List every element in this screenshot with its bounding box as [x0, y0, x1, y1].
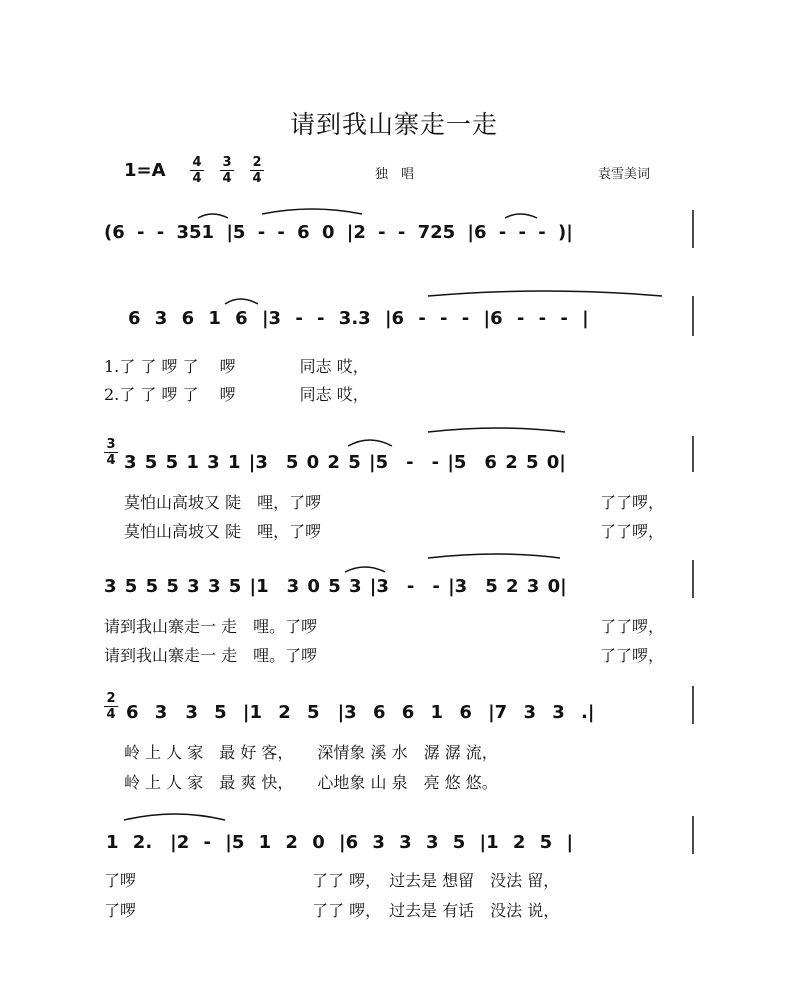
- score-row-3-notes: 3 5 5 1 3 1 |3 5 0 2 5 |5 - - |5 6 2 5 0|: [124, 452, 566, 473]
- score-row-2-notes: 6 3 6 1 6 |3 - - 3.3 |6 - - - |6 - - - |: [128, 308, 589, 329]
- lyric-row-3-verse-2-end: 了了啰，: [600, 522, 665, 541]
- lyric-row-3-verse-1-end: 了了啰，: [600, 493, 665, 512]
- score-row-1-notes: (6 - - 351 |5 - - 6 0 |2 - - 725 |6 - - - )|: [104, 222, 573, 243]
- lyric-row-6-verse-2: 了啰 了了 啰， 过去是 有话 没法 说，: [104, 901, 560, 920]
- inline-time-signature-2-4: 2 4: [104, 692, 118, 721]
- lyric-row-5-verse-2: 岭 上 人 家 最 爽 快， 心地象 山 泉 亮 悠 悠。: [124, 773, 498, 792]
- score-row-6-notes: 1 2. |2 - |5 1 2 0 |6 3 3 3 5 |1 2 5 |: [106, 832, 574, 853]
- lyric-row-4-verse-1-end: 了了啰，: [600, 617, 665, 636]
- lyric-row-4-verse-2: 请到我山寨走一 走 哩。了啰: [104, 646, 318, 665]
- time-signature-2-4: 2 4: [250, 156, 264, 185]
- lyric-row-2-verse-2: 2.了 了 啰 了 啰 同志 哎，: [104, 385, 369, 404]
- lyric-row-5-verse-1: 岭 上 人 家 最 好 客， 深情象 溪 水 潺 潺 流，: [124, 743, 498, 762]
- lyric-row-3-verse-1: 莫怕山高坡又 陡 哩，了啰: [124, 493, 322, 512]
- lyric-row-3-verse-2: 莫怕山高坡又 陡 哩，了啰: [124, 522, 322, 541]
- page-title: 请到我山寨走一走: [290, 110, 499, 139]
- time-signature-4-4: 4 4: [190, 156, 204, 185]
- performance-type: 独 唱: [375, 167, 415, 182]
- score-row-4-notes: 3 5 5 5 3 3 5 |1 3 0 5 3 |3 - - |3 5 2 3 0|: [104, 576, 567, 597]
- lyric-row-4-verse-1: 请到我山寨走一 走 哩。了啰: [104, 617, 318, 636]
- time-signature-3-4: 3 4: [220, 156, 234, 185]
- lyric-row-6-verse-1: 了啰 了了 啰， 过去是 想留 没法 留，: [104, 871, 560, 890]
- lyric-row-4-verse-2-end: 了了啰，: [600, 646, 665, 665]
- inline-time-signature-3-4: 3 4: [104, 438, 118, 467]
- lyric-row-2-verse-1: 1.了 了 啰 了 啰 同志 哎，: [104, 357, 369, 376]
- lyricist-credit: 袁雪美词: [598, 167, 651, 182]
- score-row-5-notes: 6 3 3 5 |1 2 5 |3 6 6 1 6 |7 3 3 .|: [126, 702, 595, 723]
- key-signature: 1=A: [124, 160, 166, 181]
